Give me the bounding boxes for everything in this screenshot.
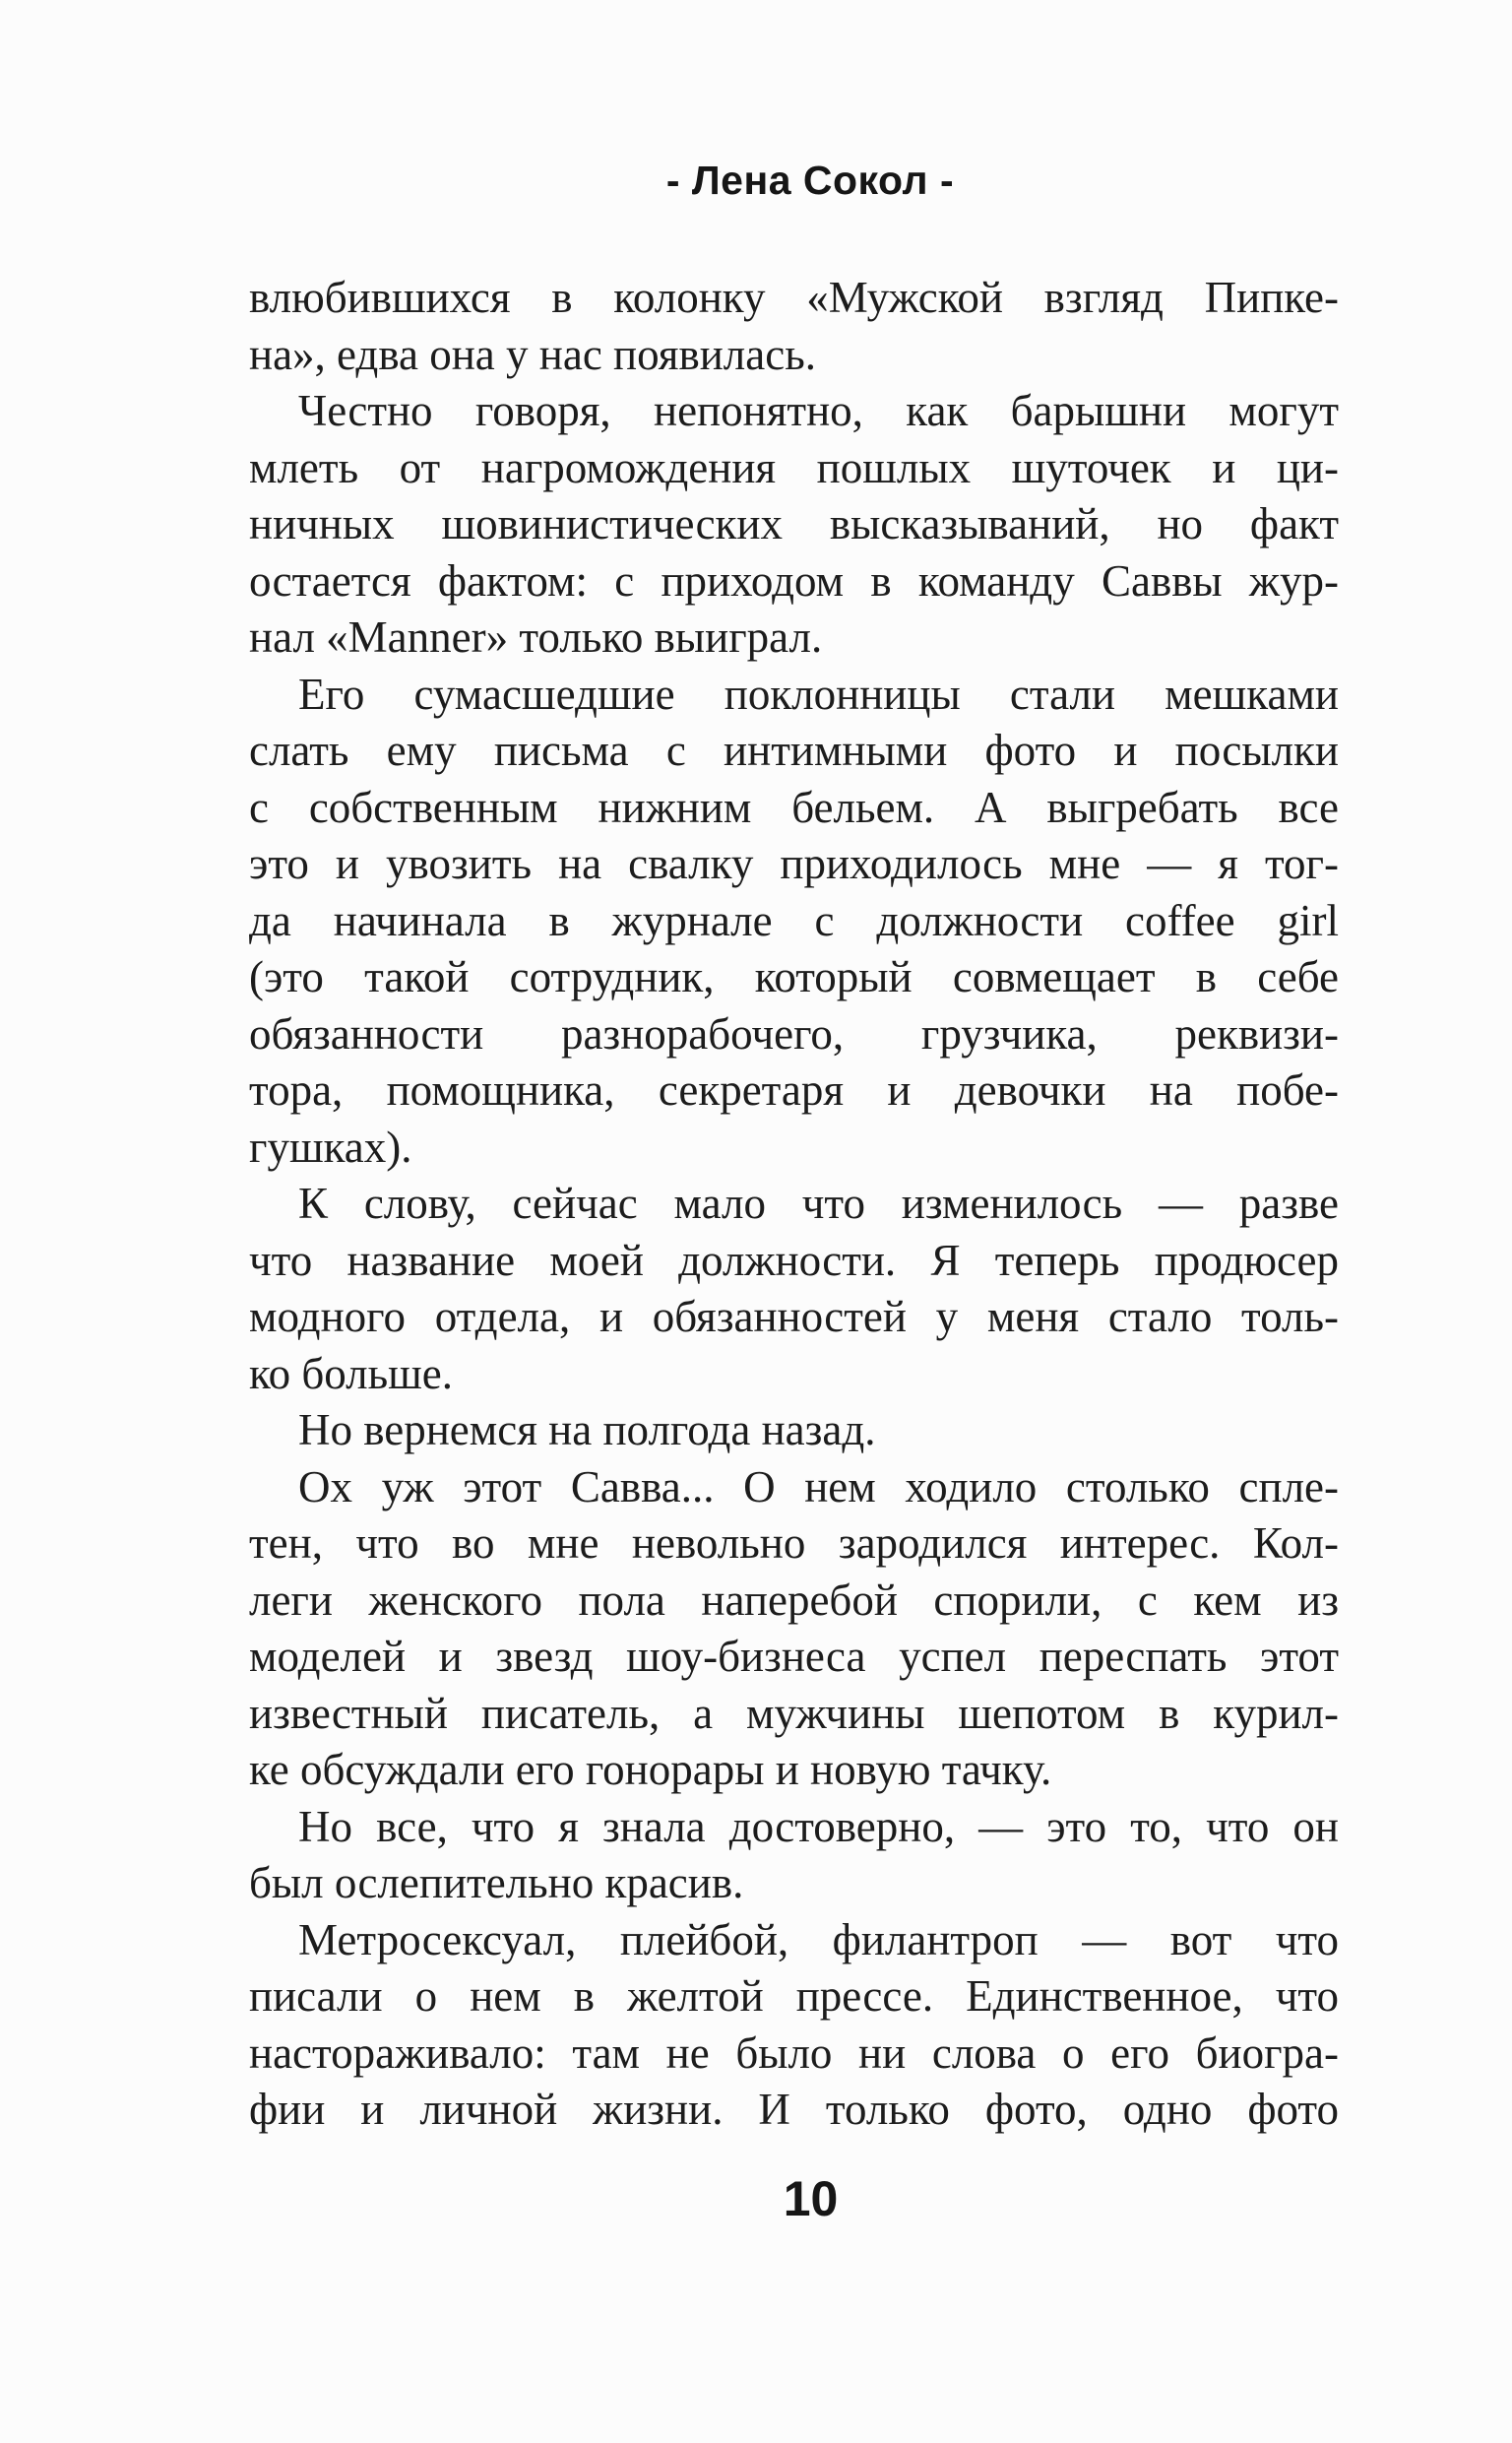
text-line: моделей и звезд шоу-бизнеса успел переспать этот [249, 1632, 1339, 1681]
text-line: что название моей должности. Я теперь продюсер [249, 1235, 1339, 1285]
text-line: ничных шовинистических высказываний, но факт [249, 499, 1339, 548]
text-line: с собственным нижним бельем. А выгребать все [249, 782, 1339, 832]
text-line: Но все, что я знала достоверно, — это то, что он [298, 1801, 1339, 1851]
text-line: слать ему письма с интимными фото и посылки [249, 726, 1339, 775]
text-line: млеть от нагромождения пошлых шуточек и ци- [249, 442, 1339, 492]
text-line: Ох уж этот Савва... О нем ходило столько спле- [298, 1461, 1339, 1511]
text-line: модного отдела, и обязанностей у меня стало толь- [249, 1292, 1339, 1341]
text-line: ке обсуждали его гонорары и новую тачку. [249, 1745, 1052, 1794]
text-line: (это такой сотрудник, который совмещает в себе [249, 952, 1339, 1001]
text-line: влюбившихся в колонку «Мужской взгляд Пипке- [249, 273, 1339, 322]
text-line: Его сумасшедшие поклонницы стали мешками [298, 669, 1339, 719]
text-line: Честно говоря, непонятно, как барышни могут [298, 386, 1339, 435]
text-line: тора, помощника, секретаря и девочки на побе- [249, 1065, 1339, 1115]
text-line: Метросексуал, плейбой, филантроп — вот что [298, 1914, 1339, 1964]
text-line: обязанности разнорабочего, грузчика, реквизи- [249, 1008, 1339, 1059]
text-line: гушках). [249, 1122, 412, 1172]
text-line: тен, что во мне невольно зародился интерес. Кол- [249, 1518, 1339, 1568]
text-line: да начинала в журнале с должности coffee girl [249, 895, 1339, 945]
text-line: К слову, сейчас мало что изменилось — разве [298, 1179, 1339, 1228]
text-line: леги женского пола наперебой спорили, с кем из [249, 1575, 1339, 1625]
running-header-author: - Лена Сокол - [665, 158, 955, 203]
text-line: ко больше. [249, 1348, 453, 1398]
text-line: настораживало: там не было ни слова о его биогра- [249, 2027, 1339, 2078]
text-line: писали о нем в желтой прессе. Единственное, что [249, 1971, 1339, 2021]
text-line: остается фактом: с приходом в команду Саввы жур- [249, 555, 1339, 606]
text-line: известный писатель, а мужчины шепотом в курил- [249, 1688, 1339, 1738]
text-line: был ослепительно красив. [249, 1858, 744, 1907]
text-line: на», едва она у нас появилась. [249, 329, 816, 379]
page-number: 10 [783, 2171, 839, 2226]
page-text [249, 270, 1339, 2139]
text-line: это и увозить на свалку приходилось мне — я тог- [249, 839, 1339, 888]
text-line: фии и личной жизни. И только фото, одно фото [249, 2085, 1339, 2134]
text-line: Но вернемся на полгода назад. [298, 1405, 876, 1454]
text-line: нал «Manner» только выиграл. [249, 612, 823, 662]
